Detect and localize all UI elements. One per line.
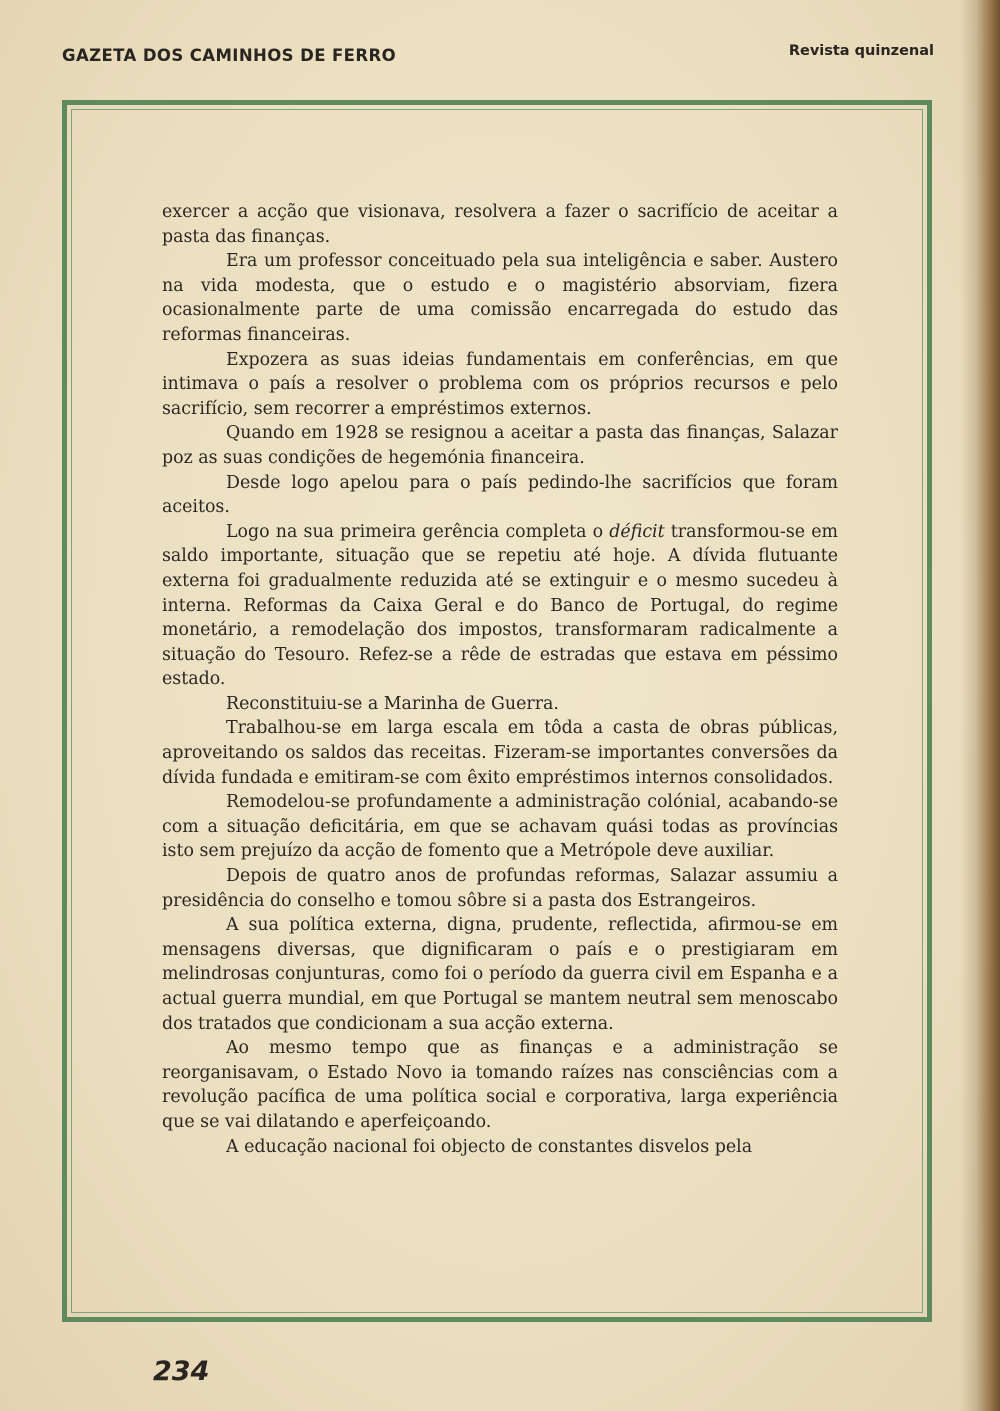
paragraph-3: Expozera as suas ideias fundamentais em conferências, em que intimava o país a resolver o problema com os próprios recursos e pelo sacrifício, sem recorrer a empréstimos externos. [162, 349, 838, 419]
paragraph-2: Era um professor conceituado pela sua inteligência e saber. Austero na vida modesta, que o estudo e o magistério absorviam, fizera ocasionalmente parte de uma comissão encarregada do estudo das reformas financeiras. [162, 251, 838, 345]
paragraph-9: Remodelou-se profundamente a administração colónial, acabando-se com a situação deficitária, em que se achavam quási todas as províncias isto sem prejuízo da acção de fomento que a Metrópole deve auxiliar. [162, 792, 838, 862]
paragraph-13: A educação nacional foi objecto de constantes disvelos pela [226, 1136, 753, 1157]
page-number: 234 [153, 1356, 210, 1387]
paragraph-11: A sua política externa, digna, prudente, reflectida, afirmou-se em mensagens diversas, que dignificaram o país e o prestigiaram em melindrosas conjunturas, como foi o período da guerra civil em Espanha e a actual guerra mundial, em que Portugal se mantem neutral sem menoscabo dos tratados que condicionam a sua acção externa. [162, 915, 838, 1034]
paragraph-5: Desde logo apelou para o país pedindo-lhe sacrifícios que foram aceitos. [162, 472, 838, 518]
paragraph-4: Quando em 1928 se resignou a aceitar a pasta das finanças, Salazar poz as suas condições de hegemónia financeira. [162, 423, 838, 468]
paragraph-6-start: Logo na sua primeira gerência completa o [226, 521, 610, 542]
running-head [62, 43, 934, 70]
italic-term-deficit: déficit [609, 521, 665, 542]
journal-title: GAZETA DOS CAMINHOS DE FERRO [62, 46, 396, 65]
paragraph-6 [162, 520, 838, 692]
paragraph-8: Trabalhou-se em larga escala em tôda a casta de obras públicas, aproveitando os saldos das receitas. Fizeram-se importantes conversões da dívida fundada e emitiram-se com êxito empréstimos internos consolidados. [162, 718, 838, 788]
paragraph-10: Depois de quatro anos de profundas reformas, Salazar assumiu a presidência do conselho e tomou sôbre si a pasta dos Estrangeiros. [162, 866, 838, 911]
paragraph-6-rest: transformou-se em saldo importante, situação que se repetiu até hoje. A dívida flutuante externa foi gradualmente reduzida até se extinguir e o mesmo sucedeu à interna. Reformas da Caixa Geral e do Banco de Portugal, do regime monetário, a remodelação dos impostos, transformaram radicalmente a situação do Tesouro. Refez-se a rêde de estradas que estava em péssimo estado. [162, 521, 839, 690]
paragraph-1: exercer a acção que visionava, resolvera a fazer o sacrifício de aceitar a pasta das finanças. [162, 202, 838, 247]
book-spine-shadow [960, 0, 1000, 1411]
article-body [162, 200, 838, 1159]
paragraph-12: Ao mesmo tempo que as finanças e a administração se reorganisavam, o Estado Novo ia tomando raízes nas consciências com a revolução pacífica de uma política social e corporativa, larga experiência que se vai dilatando e aperfeiçoando. [162, 1038, 838, 1132]
paragraph-7: Reconstituiu-se a Marinha de Guerra. [226, 693, 559, 714]
journal-subtitle: Revista quinzenal [788, 43, 934, 59]
